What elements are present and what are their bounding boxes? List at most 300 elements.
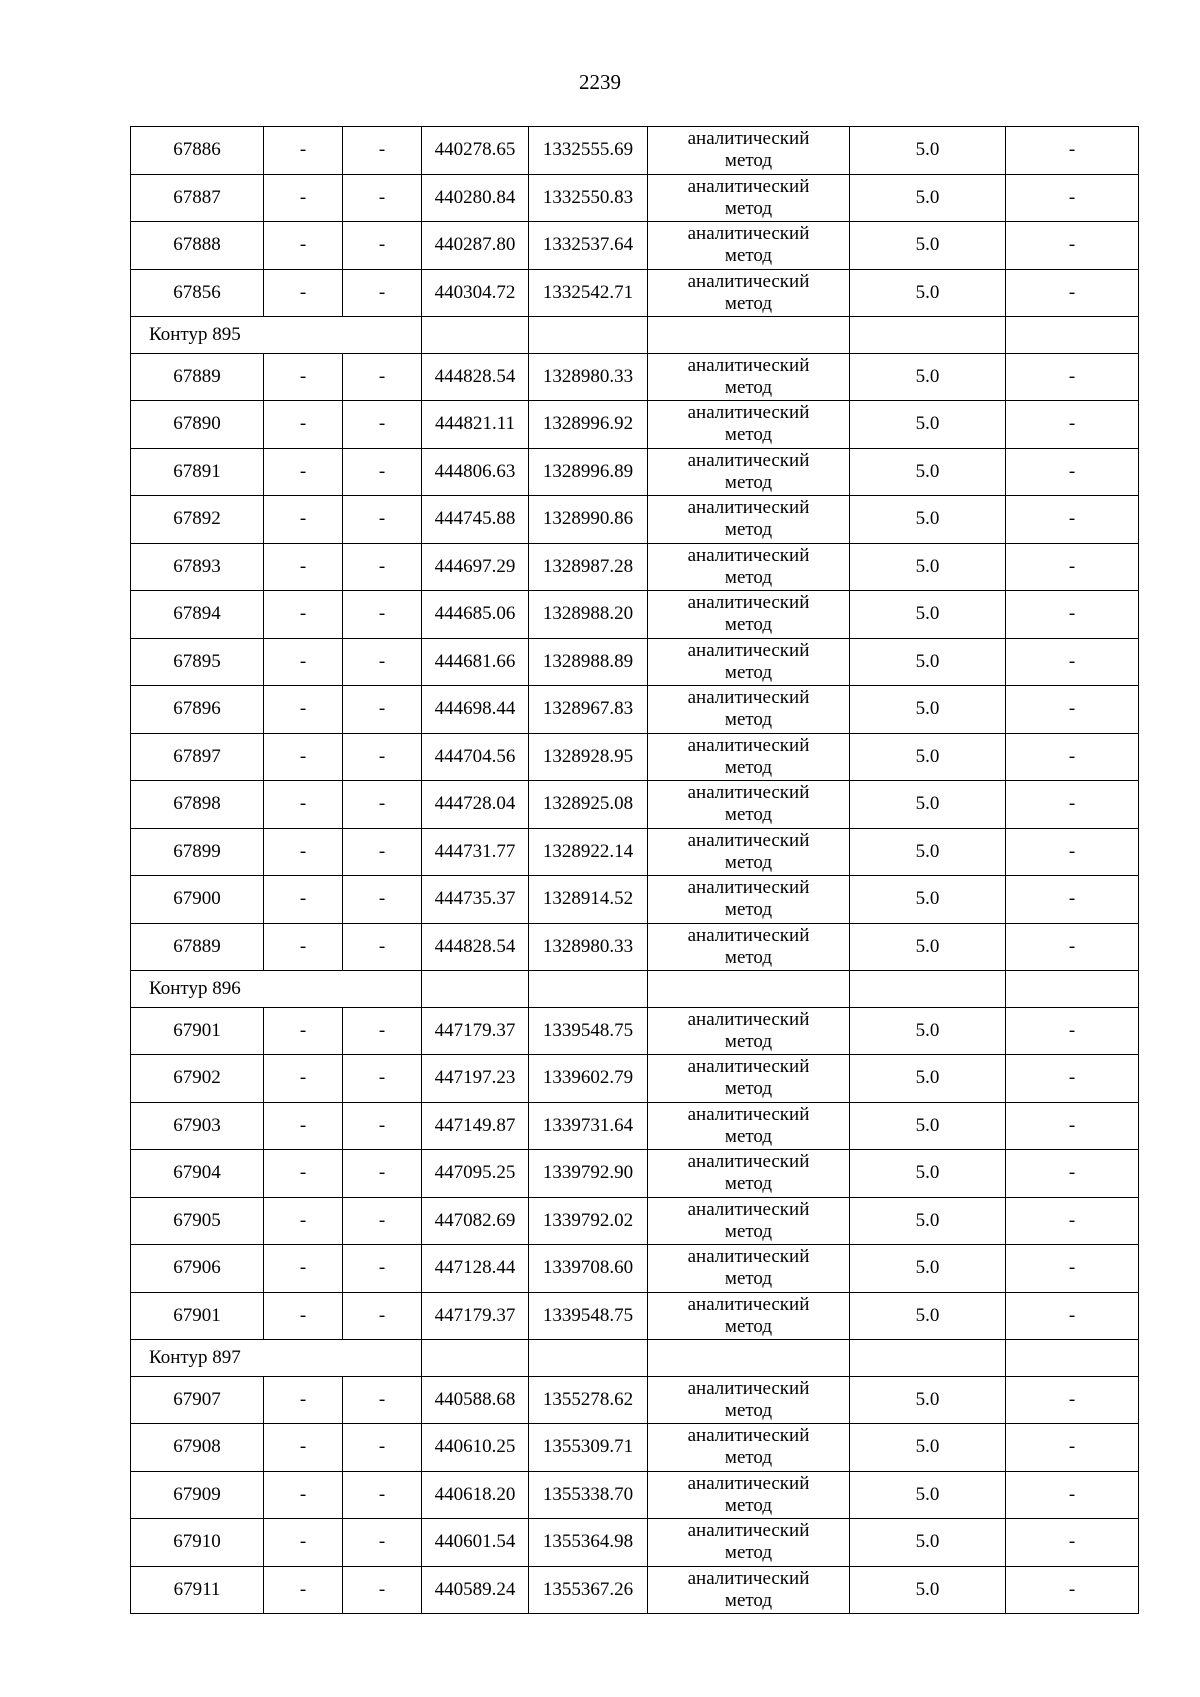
accuracy-cell: 5.0 [850, 638, 1006, 686]
accuracy-cell: 5.0 [850, 1055, 1006, 1103]
method-cell [648, 591, 850, 639]
method-line-2: метод [724, 661, 773, 683]
method-cell [648, 1197, 850, 1245]
accuracy-cell: 5.0 [850, 1292, 1006, 1340]
method-cell [648, 448, 850, 496]
table-row [131, 1292, 1139, 1340]
x-coordinate-cell: 440589.24 [422, 1566, 529, 1614]
dash-cell: - [343, 828, 422, 876]
empty-cell [422, 317, 529, 354]
y-coordinate-cell: 1328980.33 [529, 923, 648, 971]
method-line-1: аналитический [687, 1472, 810, 1494]
accuracy-cell: 5.0 [850, 127, 1006, 175]
table-row [131, 591, 1139, 639]
dash-cell: - [343, 591, 422, 639]
x-coordinate-cell: 440280.84 [422, 174, 529, 222]
method-line-2: метод [724, 1078, 773, 1100]
accuracy-cell: 5.0 [850, 828, 1006, 876]
empty-cell [422, 1340, 529, 1377]
point-id-cell: 67908 [131, 1424, 264, 1472]
accuracy-cell: 5.0 [850, 781, 1006, 829]
method-line-2: метод [724, 1494, 773, 1516]
dash-cell: - [264, 269, 343, 317]
y-coordinate-cell: 1328928.95 [529, 733, 648, 781]
contour-header-row [131, 971, 1139, 1008]
dash-cell: - [343, 923, 422, 971]
contour-label: Контур 897 [131, 1340, 422, 1377]
table-row [131, 543, 1139, 591]
method-cell [648, 496, 850, 544]
y-coordinate-cell: 1328988.20 [529, 591, 648, 639]
table-row [131, 828, 1139, 876]
accuracy-cell: 5.0 [850, 1102, 1006, 1150]
x-coordinate-cell: 444806.63 [422, 448, 529, 496]
dash-cell: - [343, 1055, 422, 1103]
dash-cell: - [1006, 1471, 1139, 1519]
method-cell [648, 222, 850, 270]
dash-cell: - [264, 686, 343, 734]
dash-cell: - [1006, 733, 1139, 781]
dash-cell: - [1006, 1150, 1139, 1198]
dash-cell: - [264, 543, 343, 591]
method-line-1: аналитический [687, 1520, 810, 1542]
dash-cell: - [264, 876, 343, 924]
point-id-cell: 67909 [131, 1471, 264, 1519]
point-id-cell: 67901 [131, 1292, 264, 1340]
method-line-2: метод [724, 1173, 773, 1195]
x-coordinate-cell: 444704.56 [422, 733, 529, 781]
method-cell [648, 1102, 850, 1150]
y-coordinate-cell: 1332550.83 [529, 174, 648, 222]
x-coordinate-cell: 444685.06 [422, 591, 529, 639]
dash-cell: - [343, 781, 422, 829]
y-coordinate-cell: 1328987.28 [529, 543, 648, 591]
dash-cell: - [264, 448, 343, 496]
dash-cell: - [343, 496, 422, 544]
table-row [131, 1519, 1139, 1567]
dash-cell: - [343, 1566, 422, 1614]
accuracy-cell: 5.0 [850, 1197, 1006, 1245]
empty-cell [850, 971, 1006, 1008]
accuracy-cell: 5.0 [850, 269, 1006, 317]
table-row [131, 353, 1139, 401]
empty-cell [1006, 1340, 1139, 1377]
dash-cell: - [1006, 1102, 1139, 1150]
point-id-cell: 67902 [131, 1055, 264, 1103]
dash-cell: - [1006, 1566, 1139, 1614]
x-coordinate-cell: 447082.69 [422, 1197, 529, 1245]
accuracy-cell: 5.0 [850, 591, 1006, 639]
x-coordinate-cell: 440588.68 [422, 1376, 529, 1424]
table-row [131, 1376, 1139, 1424]
dash-cell: - [1006, 1197, 1139, 1245]
y-coordinate-cell: 1328967.83 [529, 686, 648, 734]
table-row [131, 269, 1139, 317]
y-coordinate-cell: 1339792.90 [529, 1150, 648, 1198]
method-cell [648, 1007, 850, 1055]
dash-cell: - [264, 1376, 343, 1424]
page-number: 2239 [579, 70, 621, 94]
method-line-1: аналитический [687, 1377, 810, 1399]
table-row [131, 127, 1139, 175]
method-line-2: метод [724, 1542, 773, 1564]
y-coordinate-cell: 1332537.64 [529, 222, 648, 270]
empty-cell [1006, 317, 1139, 354]
table-row [131, 448, 1139, 496]
accuracy-cell: 5.0 [850, 1519, 1006, 1567]
dash-cell: - [264, 1292, 343, 1340]
accuracy-cell: 5.0 [850, 1150, 1006, 1198]
y-coordinate-cell: 1355309.71 [529, 1424, 648, 1472]
point-id-cell: 67891 [131, 448, 264, 496]
dash-cell: - [343, 353, 422, 401]
dash-cell: - [264, 1007, 343, 1055]
method-line-1: аналитический [687, 497, 810, 519]
table-row [131, 923, 1139, 971]
method-cell [648, 353, 850, 401]
method-line-2: метод [724, 1447, 773, 1469]
accuracy-cell: 5.0 [850, 1007, 1006, 1055]
method-line-1: аналитический [687, 734, 810, 756]
x-coordinate-cell: 447095.25 [422, 1150, 529, 1198]
dash-cell: - [1006, 1519, 1139, 1567]
method-cell [648, 127, 850, 175]
accuracy-cell: 5.0 [850, 1245, 1006, 1293]
dash-cell: - [1006, 1245, 1139, 1293]
dash-cell: - [1006, 222, 1139, 270]
method-cell [648, 1376, 850, 1424]
x-coordinate-cell: 447179.37 [422, 1292, 529, 1340]
dash-cell: - [264, 496, 343, 544]
method-cell [648, 174, 850, 222]
accuracy-cell: 5.0 [850, 448, 1006, 496]
accuracy-cell: 5.0 [850, 876, 1006, 924]
x-coordinate-cell: 444681.66 [422, 638, 529, 686]
method-line-2: метод [724, 1268, 773, 1290]
dash-cell: - [1006, 1055, 1139, 1103]
dash-cell: - [1006, 353, 1139, 401]
method-line-2: метод [724, 1399, 773, 1421]
y-coordinate-cell: 1328914.52 [529, 876, 648, 924]
dash-cell: - [1006, 876, 1139, 924]
accuracy-cell: 5.0 [850, 733, 1006, 781]
table-row [131, 1055, 1139, 1103]
dash-cell: - [343, 1471, 422, 1519]
method-line-1: аналитический [687, 1567, 810, 1589]
method-line-2: метод [724, 519, 773, 541]
dash-cell: - [264, 1150, 343, 1198]
y-coordinate-cell: 1328988.89 [529, 638, 648, 686]
dash-cell: - [1006, 496, 1139, 544]
point-id-cell: 67906 [131, 1245, 264, 1293]
method-cell [648, 1519, 850, 1567]
empty-cell [648, 971, 850, 1008]
dash-cell: - [343, 686, 422, 734]
method-line-2: метод [724, 756, 773, 778]
dash-cell: - [1006, 401, 1139, 449]
empty-cell [529, 317, 648, 354]
empty-cell [529, 971, 648, 1008]
method-line-1: аналитический [687, 449, 810, 471]
method-cell [648, 733, 850, 781]
point-id-cell: 67903 [131, 1102, 264, 1150]
method-line-2: метод [724, 424, 773, 446]
y-coordinate-cell: 1332555.69 [529, 127, 648, 175]
x-coordinate-cell: 447197.23 [422, 1055, 529, 1103]
y-coordinate-cell: 1339548.75 [529, 1007, 648, 1055]
dash-cell: - [264, 353, 343, 401]
accuracy-cell: 5.0 [850, 353, 1006, 401]
accuracy-cell: 5.0 [850, 543, 1006, 591]
method-line-1: аналитический [687, 1293, 810, 1315]
x-coordinate-cell: 444735.37 [422, 876, 529, 924]
dash-cell: - [343, 401, 422, 449]
method-line-2: метод [724, 376, 773, 398]
contour-label: Контур 896 [131, 971, 422, 1008]
y-coordinate-cell: 1339602.79 [529, 1055, 648, 1103]
dash-cell: - [343, 222, 422, 270]
accuracy-cell: 5.0 [850, 1471, 1006, 1519]
dash-cell: - [343, 1102, 422, 1150]
x-coordinate-cell: 444728.04 [422, 781, 529, 829]
point-id-cell: 67886 [131, 127, 264, 175]
x-coordinate-cell: 447179.37 [422, 1007, 529, 1055]
y-coordinate-cell: 1339792.02 [529, 1197, 648, 1245]
point-id-cell: 67898 [131, 781, 264, 829]
point-id-cell: 67889 [131, 923, 264, 971]
method-line-1: аналитический [687, 592, 810, 614]
method-line-1: аналитический [687, 270, 810, 292]
method-line-2: метод [724, 709, 773, 731]
method-line-1: аналитический [687, 782, 810, 804]
method-line-1: аналитический [687, 544, 810, 566]
dash-cell: - [1006, 127, 1139, 175]
method-line-1: аналитический [687, 402, 810, 424]
table-row [131, 1424, 1139, 1472]
point-id-cell: 67900 [131, 876, 264, 924]
point-id-cell: 67894 [131, 591, 264, 639]
method-line-2: метод [724, 1125, 773, 1147]
method-cell [648, 269, 850, 317]
contour-header-row [131, 1340, 1139, 1377]
method-line-2: метод [724, 851, 773, 873]
x-coordinate-cell: 444745.88 [422, 496, 529, 544]
table-row [131, 1566, 1139, 1614]
point-id-cell: 67893 [131, 543, 264, 591]
x-coordinate-cell: 444731.77 [422, 828, 529, 876]
method-line-1: аналитический [687, 354, 810, 376]
y-coordinate-cell: 1332542.71 [529, 269, 648, 317]
dash-cell: - [1006, 923, 1139, 971]
dash-cell: - [1006, 269, 1139, 317]
method-line-2: метод [724, 1589, 773, 1611]
point-id-cell: 67896 [131, 686, 264, 734]
accuracy-cell: 5.0 [850, 686, 1006, 734]
method-cell [648, 923, 850, 971]
method-line-1: аналитический [687, 128, 810, 150]
y-coordinate-cell: 1328922.14 [529, 828, 648, 876]
point-id-cell: 67905 [131, 1197, 264, 1245]
method-line-1: аналитический [687, 1008, 810, 1030]
method-line-2: метод [724, 292, 773, 314]
dash-cell: - [264, 1519, 343, 1567]
table-row [131, 1150, 1139, 1198]
contour-header-row [131, 317, 1139, 354]
table-row [131, 781, 1139, 829]
x-coordinate-cell: 440304.72 [422, 269, 529, 317]
x-coordinate-cell: 447149.87 [422, 1102, 529, 1150]
point-id-cell: 67907 [131, 1376, 264, 1424]
x-coordinate-cell: 447128.44 [422, 1245, 529, 1293]
method-line-1: аналитический [687, 175, 810, 197]
dash-cell: - [1006, 1424, 1139, 1472]
method-line-2: метод [724, 1315, 773, 1337]
table-row [131, 1007, 1139, 1055]
y-coordinate-cell: 1328996.92 [529, 401, 648, 449]
x-coordinate-cell: 440278.65 [422, 127, 529, 175]
x-coordinate-cell: 444828.54 [422, 923, 529, 971]
y-coordinate-cell: 1355367.26 [529, 1566, 648, 1614]
method-line-1: аналитический [687, 1103, 810, 1125]
table-row [131, 876, 1139, 924]
method-cell [648, 1471, 850, 1519]
method-line-1: аналитический [687, 1425, 810, 1447]
y-coordinate-cell: 1355364.98 [529, 1519, 648, 1567]
empty-cell [648, 317, 850, 354]
table-row [131, 733, 1139, 781]
dash-cell: - [343, 1424, 422, 1472]
point-id-cell: 67856 [131, 269, 264, 317]
point-id-cell: 67899 [131, 828, 264, 876]
dash-cell: - [1006, 781, 1139, 829]
accuracy-cell: 5.0 [850, 1566, 1006, 1614]
dash-cell: - [1006, 638, 1139, 686]
y-coordinate-cell: 1339708.60 [529, 1245, 648, 1293]
dash-cell: - [343, 127, 422, 175]
dash-cell: - [1006, 686, 1139, 734]
method-line-1: аналитический [687, 687, 810, 709]
dash-cell: - [343, 543, 422, 591]
point-id-cell: 67904 [131, 1150, 264, 1198]
method-line-2: метод [724, 245, 773, 267]
method-line-1: аналитический [687, 1246, 810, 1268]
y-coordinate-cell: 1328925.08 [529, 781, 648, 829]
x-coordinate-cell: 440618.20 [422, 1471, 529, 1519]
method-line-1: аналитический [687, 1198, 810, 1220]
dash-cell: - [264, 828, 343, 876]
method-cell [648, 401, 850, 449]
dash-cell: - [343, 1519, 422, 1567]
dash-cell: - [343, 1376, 422, 1424]
method-line-2: метод [724, 614, 773, 636]
point-id-cell: 67910 [131, 1519, 264, 1567]
empty-cell [850, 317, 1006, 354]
x-coordinate-cell: 444697.29 [422, 543, 529, 591]
dash-cell: - [343, 876, 422, 924]
dash-cell: - [1006, 828, 1139, 876]
method-cell [648, 1055, 850, 1103]
method-line-2: метод [724, 804, 773, 826]
dash-cell: - [343, 1150, 422, 1198]
y-coordinate-cell: 1328990.86 [529, 496, 648, 544]
point-id-cell: 67895 [131, 638, 264, 686]
dash-cell: - [343, 448, 422, 496]
table-row [131, 401, 1139, 449]
method-line-1: аналитический [687, 924, 810, 946]
point-id-cell: 67890 [131, 401, 264, 449]
accuracy-cell: 5.0 [850, 923, 1006, 971]
empty-cell [648, 1340, 850, 1377]
y-coordinate-cell: 1328980.33 [529, 353, 648, 401]
table-row [131, 638, 1139, 686]
dash-cell: - [264, 733, 343, 781]
table-row [131, 1197, 1139, 1245]
method-line-2: метод [724, 471, 773, 493]
dash-cell: - [264, 923, 343, 971]
method-line-2: метод [724, 197, 773, 219]
method-line-2: метод [724, 566, 773, 588]
dash-cell: - [264, 1471, 343, 1519]
table-body [131, 127, 1139, 1614]
dash-cell: - [343, 1292, 422, 1340]
table-row [131, 686, 1139, 734]
method-line-1: аналитический [687, 1151, 810, 1173]
dash-cell: - [1006, 543, 1139, 591]
y-coordinate-cell: 1328996.89 [529, 448, 648, 496]
accuracy-cell: 5.0 [850, 174, 1006, 222]
dash-cell: - [343, 269, 422, 317]
point-id-cell: 67889 [131, 353, 264, 401]
method-line-2: метод [724, 1030, 773, 1052]
dash-cell: - [1006, 174, 1139, 222]
method-line-2: метод [724, 899, 773, 921]
method-line-2: метод [724, 1220, 773, 1242]
empty-cell [850, 1340, 1006, 1377]
method-cell [648, 1424, 850, 1472]
coordinates-table [130, 126, 1139, 1614]
y-coordinate-cell: 1355278.62 [529, 1376, 648, 1424]
dash-cell: - [264, 401, 343, 449]
empty-cell [422, 971, 529, 1008]
table-row [131, 1471, 1139, 1519]
dash-cell: - [1006, 448, 1139, 496]
table-row [131, 1245, 1139, 1293]
dash-cell: - [264, 127, 343, 175]
point-id-cell: 67897 [131, 733, 264, 781]
table-row [131, 496, 1139, 544]
method-cell [648, 876, 850, 924]
x-coordinate-cell: 440287.80 [422, 222, 529, 270]
method-cell [648, 686, 850, 734]
method-cell [648, 1566, 850, 1614]
point-id-cell: 67911 [131, 1566, 264, 1614]
method-cell [648, 828, 850, 876]
accuracy-cell: 5.0 [850, 222, 1006, 270]
accuracy-cell: 5.0 [850, 1376, 1006, 1424]
dash-cell: - [264, 1197, 343, 1245]
method-cell [648, 1150, 850, 1198]
accuracy-cell: 5.0 [850, 496, 1006, 544]
dash-cell: - [264, 591, 343, 639]
point-id-cell: 67901 [131, 1007, 264, 1055]
method-cell [648, 1292, 850, 1340]
accuracy-cell: 5.0 [850, 401, 1006, 449]
method-line-1: аналитический [687, 223, 810, 245]
table-row [131, 174, 1139, 222]
x-coordinate-cell: 444821.11 [422, 401, 529, 449]
table-row [131, 1102, 1139, 1150]
dash-cell: - [1006, 591, 1139, 639]
